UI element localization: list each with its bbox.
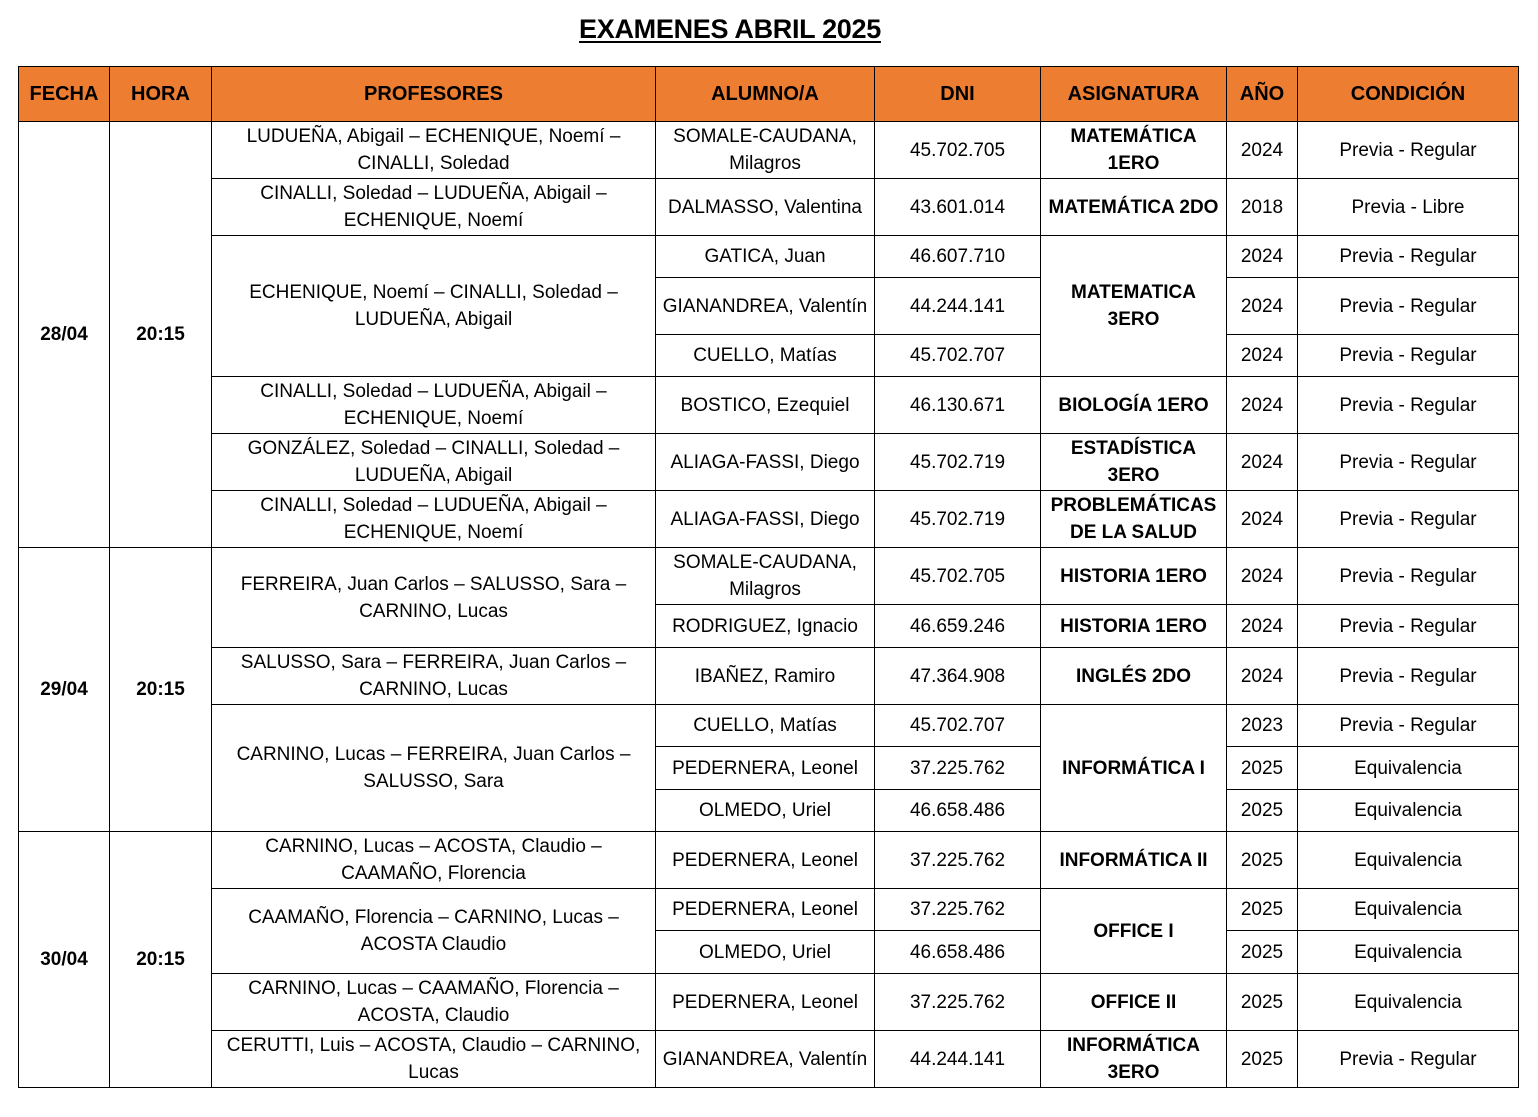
condicion-cell: Previa - Regular	[1298, 605, 1519, 648]
hora-cell: 20:15	[110, 832, 212, 1088]
table-row	[19, 889, 1519, 931]
asignatura-cell: HISTORIA 1ERO	[1041, 548, 1227, 605]
dni-cell: 37.225.762	[875, 747, 1041, 790]
alumno-cell: GIANANDREA, Valentín	[656, 278, 875, 335]
dni-cell: 45.702.707	[875, 705, 1041, 747]
anio-cell: 2024	[1227, 605, 1298, 648]
condicion-cell: Previa - Regular	[1298, 278, 1519, 335]
table-row	[19, 832, 1519, 889]
condicion-cell: Equivalencia	[1298, 931, 1519, 974]
profesores-cell: CINALLI, Soledad – LUDUEÑA, Abigail – ECHENIQUE, Noemí	[212, 377, 656, 434]
anio-cell: 2024	[1227, 648, 1298, 705]
header-condicion: CONDICIÓN	[1298, 67, 1519, 122]
alumno-cell: ALIAGA-FASSI, Diego	[656, 434, 875, 491]
header-asignatura: ASIGNATURA	[1041, 67, 1227, 122]
alumno-cell: IBAÑEZ, Ramiro	[656, 648, 875, 705]
table-row	[19, 648, 1519, 705]
condicion-cell: Equivalencia	[1298, 974, 1519, 1031]
fecha-cell: 30/04	[19, 832, 110, 1088]
alumno-cell: OLMEDO, Uriel	[656, 790, 875, 832]
condicion-cell: Previa - Regular	[1298, 1031, 1519, 1088]
anio-cell: 2025	[1227, 790, 1298, 832]
asignatura-cell: MATEMATICA 3ERO	[1041, 236, 1227, 377]
header-fecha: FECHA	[19, 67, 110, 122]
asignatura-cell: PROBLEMÁTICAS DE LA SALUD	[1041, 491, 1227, 548]
alumno-cell: CUELLO, Matías	[656, 335, 875, 377]
asignatura-cell: BIOLOGÍA 1ERO	[1041, 377, 1227, 434]
profesores-cell: CINALLI, Soledad – LUDUEÑA, Abigail – ECHENIQUE, Noemí	[212, 491, 656, 548]
profesores-cell: CARNINO, Lucas – CAAMAÑO, Florencia – ACOSTA, Claudio	[212, 974, 656, 1031]
header-profesores: PROFESORES	[212, 67, 656, 122]
anio-cell: 2024	[1227, 434, 1298, 491]
anio-cell: 2025	[1227, 889, 1298, 931]
anio-cell: 2024	[1227, 548, 1298, 605]
fecha-cell: 28/04	[19, 122, 110, 548]
dni-cell: 44.244.141	[875, 278, 1041, 335]
anio-cell: 2023	[1227, 705, 1298, 747]
anio-cell: 2024	[1227, 236, 1298, 278]
hora-cell: 20:15	[110, 548, 212, 832]
dni-cell: 45.702.707	[875, 335, 1041, 377]
asignatura-cell: INGLÉS 2DO	[1041, 648, 1227, 705]
alumno-cell: SOMALE-CAUDANA, Milagros	[656, 122, 875, 179]
asignatura-cell: HISTORIA 1ERO	[1041, 605, 1227, 648]
asignatura-cell: OFFICE II	[1041, 974, 1227, 1031]
dni-cell: 45.702.705	[875, 548, 1041, 605]
table-row	[19, 377, 1519, 434]
table-row	[19, 491, 1519, 548]
alumno-cell: GATICA, Juan	[656, 236, 875, 278]
anio-cell: 2024	[1227, 377, 1298, 434]
dni-cell: 47.364.908	[875, 648, 1041, 705]
dni-cell: 46.658.486	[875, 790, 1041, 832]
fecha-cell: 29/04	[19, 548, 110, 832]
header-alumno: ALUMNO/A	[656, 67, 875, 122]
anio-cell: 2025	[1227, 974, 1298, 1031]
condicion-cell: Previa - Regular	[1298, 122, 1519, 179]
asignatura-cell: ESTADÍSTICA 3ERO	[1041, 434, 1227, 491]
condicion-cell: Previa - Regular	[1298, 705, 1519, 747]
alumno-cell: OLMEDO, Uriel	[656, 931, 875, 974]
dni-cell: 45.702.719	[875, 434, 1041, 491]
alumno-cell: PEDERNERA, Leonel	[656, 747, 875, 790]
asignatura-cell: INFORMÁTICA 3ERO	[1041, 1031, 1227, 1088]
header-anio: AÑO	[1227, 67, 1298, 122]
condicion-cell: Previa - Regular	[1298, 236, 1519, 278]
anio-cell: 2025	[1227, 1031, 1298, 1088]
table-row	[19, 236, 1519, 278]
dni-cell: 46.607.710	[875, 236, 1041, 278]
anio-cell: 2024	[1227, 122, 1298, 179]
dni-cell: 37.225.762	[875, 974, 1041, 1031]
asignatura-cell: MATEMÁTICA 2DO	[1041, 179, 1227, 236]
profesores-cell: CAAMAÑO, Florencia – CARNINO, Lucas – ACOSTA Claudio	[212, 889, 656, 974]
condicion-cell: Equivalencia	[1298, 790, 1519, 832]
alumno-cell: PEDERNERA, Leonel	[656, 974, 875, 1031]
table-row	[19, 705, 1519, 747]
condicion-cell: Previa - Regular	[1298, 548, 1519, 605]
condicion-cell: Previa - Regular	[1298, 434, 1519, 491]
dni-cell: 46.130.671	[875, 377, 1041, 434]
condicion-cell: Equivalencia	[1298, 889, 1519, 931]
profesores-cell: CARNINO, Lucas – ACOSTA, Claudio – CAAMAÑO, Florencia	[212, 832, 656, 889]
hora-cell: 20:15	[110, 122, 212, 548]
profesores-cell: CARNINO, Lucas – FERREIRA, Juan Carlos – SALUSSO, Sara	[212, 705, 656, 832]
condicion-cell: Equivalencia	[1298, 747, 1519, 790]
alumno-cell: PEDERNERA, Leonel	[656, 889, 875, 931]
condicion-cell: Previa - Regular	[1298, 491, 1519, 548]
dni-cell: 46.659.246	[875, 605, 1041, 648]
exams-table	[18, 66, 1519, 1088]
alumno-cell: GIANANDREA, Valentín	[656, 1031, 875, 1088]
anio-cell: 2025	[1227, 931, 1298, 974]
table-row	[19, 974, 1519, 1031]
profesores-cell: GONZÁLEZ, Soledad – CINALLI, Soledad – LUDUEÑA, Abigail	[212, 434, 656, 491]
dni-cell: 37.225.762	[875, 832, 1041, 889]
condicion-cell: Equivalencia	[1298, 832, 1519, 889]
dni-cell: 45.702.719	[875, 491, 1041, 548]
header-hora: HORA	[110, 67, 212, 122]
anio-cell: 2018	[1227, 179, 1298, 236]
table-row	[19, 548, 1519, 605]
header-row	[19, 67, 1519, 122]
header-dni: DNI	[875, 67, 1041, 122]
profesores-cell: ECHENIQUE, Noemí – CINALLI, Soledad – LUDUEÑA, Abigail	[212, 236, 656, 377]
asignatura-cell: MATEMÁTICA 1ERO	[1041, 122, 1227, 179]
asignatura-cell: INFORMÁTICA I	[1041, 705, 1227, 832]
profesores-cell: SALUSSO, Sara – FERREIRA, Juan Carlos – CARNINO, Lucas	[212, 648, 656, 705]
condicion-cell: Previa - Regular	[1298, 335, 1519, 377]
alumno-cell: ALIAGA-FASSI, Diego	[656, 491, 875, 548]
table-row	[19, 434, 1519, 491]
anio-cell: 2024	[1227, 278, 1298, 335]
page-title: EXAMENES ABRIL 2025	[579, 14, 881, 44]
dni-cell: 45.702.705	[875, 122, 1041, 179]
alumno-cell: PEDERNERA, Leonel	[656, 832, 875, 889]
asignatura-cell: INFORMÁTICA II	[1041, 832, 1227, 889]
profesores-cell: CINALLI, Soledad – LUDUEÑA, Abigail – ECHENIQUE, Noemí	[212, 179, 656, 236]
table-row	[19, 179, 1519, 236]
anio-cell: 2024	[1227, 491, 1298, 548]
condicion-cell: Previa - Regular	[1298, 648, 1519, 705]
profesores-cell: FERREIRA, Juan Carlos – SALUSSO, Sara – CARNINO, Lucas	[212, 548, 656, 648]
dni-cell: 43.601.014	[875, 179, 1041, 236]
alumno-cell: SOMALE-CAUDANA, Milagros	[656, 548, 875, 605]
alumno-cell: RODRIGUEZ, Ignacio	[656, 605, 875, 648]
table-row	[19, 122, 1519, 179]
asignatura-cell: OFFICE I	[1041, 889, 1227, 974]
dni-cell: 46.658.486	[875, 931, 1041, 974]
dni-cell: 44.244.141	[875, 1031, 1041, 1088]
alumno-cell: DALMASSO, Valentina	[656, 179, 875, 236]
alumno-cell: CUELLO, Matías	[656, 705, 875, 747]
anio-cell: 2024	[1227, 335, 1298, 377]
anio-cell: 2025	[1227, 747, 1298, 790]
profesores-cell: LUDUEÑA, Abigail – ECHENIQUE, Noemí – CINALLI, Soledad	[212, 122, 656, 179]
anio-cell: 2025	[1227, 832, 1298, 889]
profesores-cell: CERUTTI, Luis – ACOSTA, Claudio – CARNINO, Lucas	[212, 1031, 656, 1088]
condicion-cell: Previa - Regular	[1298, 377, 1519, 434]
alumno-cell: BOSTICO, Ezequiel	[656, 377, 875, 434]
table-row	[19, 1031, 1519, 1088]
condicion-cell: Previa - Libre	[1298, 179, 1519, 236]
dni-cell: 37.225.762	[875, 889, 1041, 931]
